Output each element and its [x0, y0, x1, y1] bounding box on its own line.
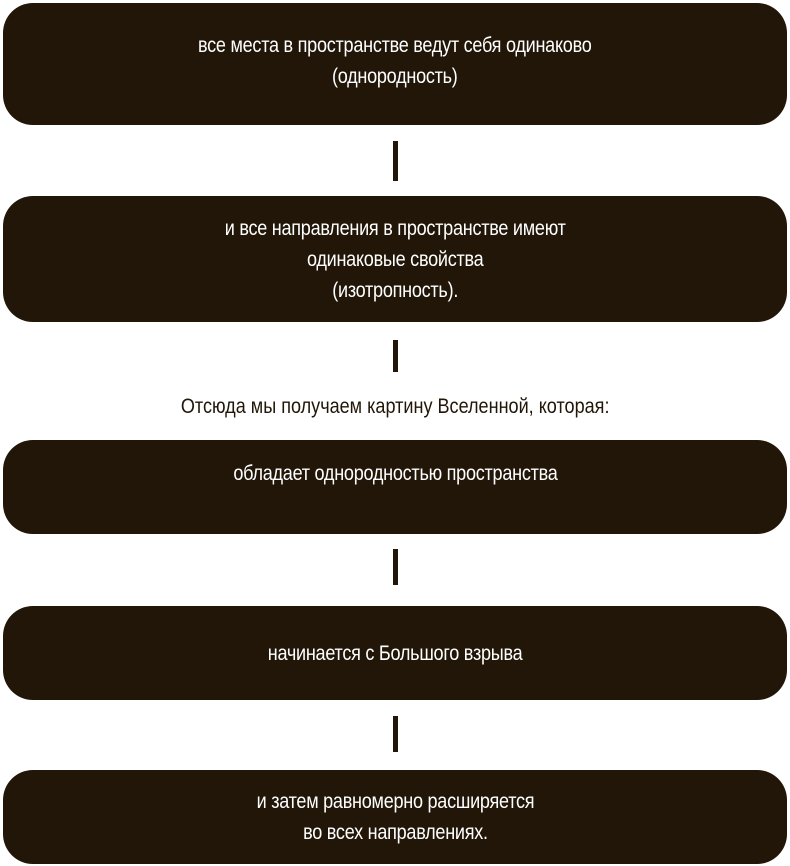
connector-line — [393, 716, 398, 752]
box-expansion — [3, 770, 787, 864]
connector-line — [393, 141, 398, 181]
box-homogeneity — [3, 3, 787, 125]
box-big-bang — [3, 606, 787, 700]
box-text: обладает однородностью пространства — [232, 462, 558, 485]
box-text: и затем равномерно расширяется во всех направлениях. — [256, 790, 534, 844]
connector-line — [393, 340, 398, 372]
box-text: начинается с Большого взрыва — [267, 641, 523, 665]
box-text: и все направления в пространстве имеют одинаковые свойства (изотропность). — [224, 216, 566, 302]
box-text: все места в пространстве ведут себя одинаково (однородность) — [198, 34, 592, 88]
connector-line — [393, 549, 398, 585]
middle-caption: Отсюда мы получаем картину Вселенной, которая: — [180, 395, 610, 418]
box-isotropy — [3, 196, 787, 322]
box-homogeneous-space — [3, 440, 787, 534]
